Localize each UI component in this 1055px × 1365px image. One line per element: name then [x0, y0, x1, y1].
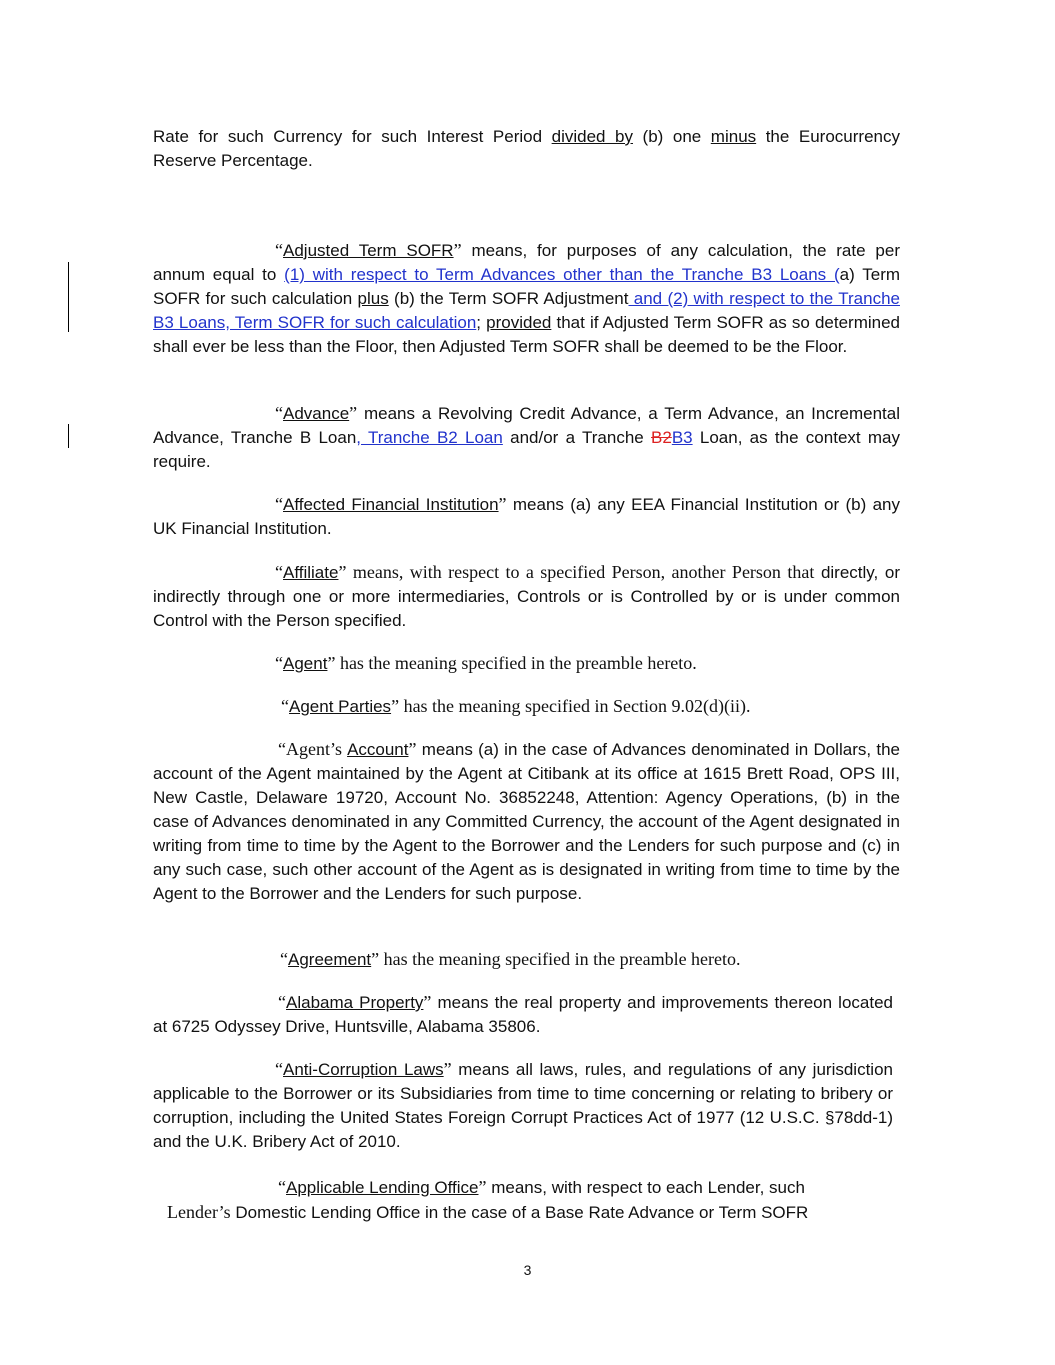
definition-paragraph-agents-account: “Agent’s Account” means (a) in the case of Advances denominated in Dollars, the account of the Agent maintained by the Agent at Citibank at its office at 1615 Brett Road, OPS III, New Castle, Delaware 19720, Account No. 36852248, Attention: Agency Operations, (b) in the case of Advances denominated in any Committed Currency, the account of the Agent designated in writing from time to time by the Agent to the Borrower and the Lenders for such purpose and (c) in any such case, such other account of the Agent as is designated in writing from time to time by the Agent to the Borrower and the Lenders for such purpose. — [153, 739, 900, 903]
deleted-text: B2 — [651, 428, 672, 447]
definition-paragraph-rate: Rate for such Currency for such Interest Period divided by (b) one minus the Eurocurrency Reserve Percentage. — [153, 127, 900, 170]
defined-term: Anti-Corruption Laws — [283, 1060, 444, 1079]
definition-paragraph-alabama-property: “Alabama Property” means the real property and improvements thereon located at 6725 Odyssey Drive, Huntsville, Alabama 35806. — [153, 992, 893, 1036]
revision-bar — [68, 262, 69, 332]
definition-paragraph-adjusted-term-sofr: “Adjusted Term SOFR” means, for purposes of any calculation, the rate per annum equal to (1) with respect to Term Advances other than the Tranche B3 Loans (a) Term SOFR for such calculation plus (b) the Term SOFR Adjustment and (2) with respect to the Tranche B3 Loans, Term SOFR for such calculation; provided that if Adjusted Term SOFR as so determined shall ever be less than the Floor, then Adjusted Term SOFR shall be deemed to be the Floor. — [153, 240, 901, 356]
defined-term: Affected Financial Institution — [283, 495, 499, 514]
defined-term: Agent — [283, 654, 328, 673]
inserted-text: , Tranche B2 Loan — [356, 428, 503, 447]
defined-term: Adjusted Term SOFR — [283, 241, 454, 260]
definition-paragraph-applicable-lending-office: “Applicable Lending Office” means, with respect to each Lender, such Lender’s Domestic Lending Office in the case of a Base Rate Advance or Term SOFR — [167, 1177, 809, 1222]
definition-paragraph-advance: “Advance” means a Revolving Credit Advance, a Term Advance, an Incremental Advance, Tranche B Loan, Tranche B2 Loan and/or a Tranche B2B3 Loan, as the context may require. — [153, 403, 901, 471]
definition-paragraph-anti-corruption-laws: “Anti-Corruption Laws” means all laws, rules, and regulations of any jurisdiction applicable to the Borrower or its Subsidiaries from time to time concerning or relating to bribery or corruption, including the United States Foreign Corrupt Practices Act of 1977 (12 U.S.C. §78dd-1) and the U.K. Bribery Act of 2010. — [153, 1059, 893, 1151]
defined-term: Agent Parties — [289, 697, 392, 716]
defined-term: Affiliate — [283, 563, 339, 582]
revision-bar — [68, 424, 69, 448]
inserted-text: B3 — [671, 428, 693, 447]
inserted-text: and (2) with respect to the Tranche B3 Loans, Term SOFR for such calculation — [153, 289, 900, 332]
defined-term: Account — [347, 740, 409, 759]
defined-term: Applicable Lending Office — [286, 1178, 479, 1197]
definition-paragraph-affected-financial-institution: “Affected Financial Institution” means (a) any EEA Financial Institution or (b) any UK Financial Institution. — [153, 494, 900, 538]
definition-paragraph-affiliate: “Affiliate” means, with respect to a specified Person, another Person that directly, or indirectly through one or more intermediaries, Controls or is Controlled by or is under common Control with the Person specified. — [153, 562, 900, 630]
defined-term: Agreement — [288, 950, 372, 969]
definition-paragraph-agreement: “Agreement” has the meaning specified in the preamble hereto. — [280, 949, 741, 969]
definition-paragraph-agent: “Agent” has the meaning specified in the preamble hereto. — [275, 653, 697, 673]
page-number: 3 — [523, 1262, 532, 1278]
inserted-text: (1) with respect to Term Advances other than the Tranche B3 Loans ( — [284, 265, 840, 284]
definition-paragraph-agent-parties: “Agent Parties” has the meaning specified in Section 9.02(d)(ii). — [281, 696, 751, 716]
defined-term: Advance — [283, 404, 350, 423]
defined-term: Alabama Property — [286, 993, 424, 1012]
